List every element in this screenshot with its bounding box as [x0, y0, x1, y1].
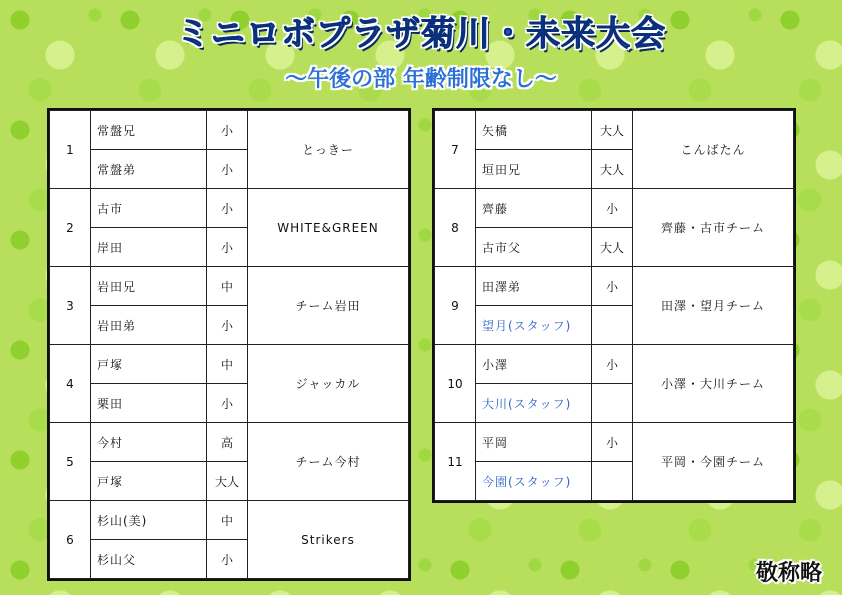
- team-name: 小澤・大川チーム: [633, 345, 794, 423]
- team-name: チーム今村: [248, 423, 409, 501]
- member-name: 戸塚: [91, 345, 207, 384]
- member-name: 岩田兄: [91, 267, 207, 306]
- member-category: 大人: [592, 150, 633, 189]
- member-category: [592, 306, 633, 345]
- entry-table-left-body: [50, 111, 409, 579]
- entry-number: 2: [50, 189, 91, 267]
- entry-number: 1: [50, 111, 91, 189]
- member-category: 高: [207, 423, 248, 462]
- table-row: [435, 345, 794, 384]
- entry-number: 8: [435, 189, 476, 267]
- team-name: Strikers: [248, 501, 409, 579]
- team-name: チーム岩田: [248, 267, 409, 345]
- member-category: [592, 384, 633, 423]
- member-category: 小: [207, 540, 248, 579]
- entry-number: 4: [50, 345, 91, 423]
- team-name: 平岡・今園チーム: [633, 423, 794, 501]
- member-category: 大人: [592, 111, 633, 150]
- member-name: 古市父: [476, 228, 592, 267]
- member-name: 平岡: [476, 423, 592, 462]
- table-row: [50, 267, 409, 306]
- entry-number: 9: [435, 267, 476, 345]
- entry-number: 6: [50, 501, 91, 579]
- member-category: 大人: [592, 228, 633, 267]
- member-name: 小澤: [476, 345, 592, 384]
- team-name: 齊藤・古市チーム: [633, 189, 794, 267]
- entry-number: 10: [435, 345, 476, 423]
- member-category: 中: [207, 267, 248, 306]
- member-name: 古市: [91, 189, 207, 228]
- entry-number: 11: [435, 423, 476, 501]
- member-name: 岩田弟: [91, 306, 207, 345]
- member-name: 常盤弟: [91, 150, 207, 189]
- team-name: ジャッカル: [248, 345, 409, 423]
- table-row: [50, 423, 409, 462]
- member-category: 小: [592, 345, 633, 384]
- team-name: こんばたん: [633, 111, 794, 189]
- page-title: ミニロボプラザ菊川・未来大会: [176, 14, 666, 54]
- member-name-staff: 今園(スタッフ): [476, 462, 592, 501]
- member-category: 中: [207, 501, 248, 540]
- entry-table-right: [434, 110, 794, 501]
- member-name-staff: 望月(スタッフ): [476, 306, 592, 345]
- member-category: 小: [207, 150, 248, 189]
- member-category: 小: [207, 306, 248, 345]
- member-name: 杉山(美): [91, 501, 207, 540]
- member-name: 岸田: [91, 228, 207, 267]
- entry-number: 7: [435, 111, 476, 189]
- member-category: 中: [207, 345, 248, 384]
- member-name: 常盤兄: [91, 111, 207, 150]
- member-name: 杉山父: [91, 540, 207, 579]
- table-row: [435, 423, 794, 462]
- member-category: [592, 462, 633, 501]
- member-name: 栗田: [91, 384, 207, 423]
- member-category: 小: [592, 189, 633, 228]
- team-name: 田澤・望月チーム: [633, 267, 794, 345]
- table-row: [50, 111, 409, 150]
- member-name-staff: 大川(スタッフ): [476, 384, 592, 423]
- honorific-note: 敬称略: [755, 561, 822, 586]
- member-name: 戸塚: [91, 462, 207, 501]
- table-row: [435, 267, 794, 306]
- member-name: 齊藤: [476, 189, 592, 228]
- member-category: 小: [592, 423, 633, 462]
- member-name: 田澤弟: [476, 267, 592, 306]
- member-name: 垣田兄: [476, 150, 592, 189]
- team-name: とっきー: [248, 111, 409, 189]
- member-name: 今村: [91, 423, 207, 462]
- member-category: 小: [207, 189, 248, 228]
- member-category: 小: [207, 111, 248, 150]
- member-category: 小: [207, 228, 248, 267]
- table-row: [50, 345, 409, 384]
- entry-table-left: [49, 110, 409, 579]
- entry-number: 3: [50, 267, 91, 345]
- page-subtitle: 〜午後の部 年齢制限なし〜: [285, 67, 557, 92]
- entry-table-right-body: [435, 111, 794, 501]
- member-category: 大人: [207, 462, 248, 501]
- member-name: 矢橋: [476, 111, 592, 150]
- table-row: [435, 189, 794, 228]
- member-category: 小: [207, 384, 248, 423]
- table-row: [50, 189, 409, 228]
- entry-number: 5: [50, 423, 91, 501]
- member-category: 小: [592, 267, 633, 306]
- table-row: [50, 501, 409, 540]
- team-name: WHITE&GREEN: [248, 189, 409, 267]
- table-row: [435, 111, 794, 150]
